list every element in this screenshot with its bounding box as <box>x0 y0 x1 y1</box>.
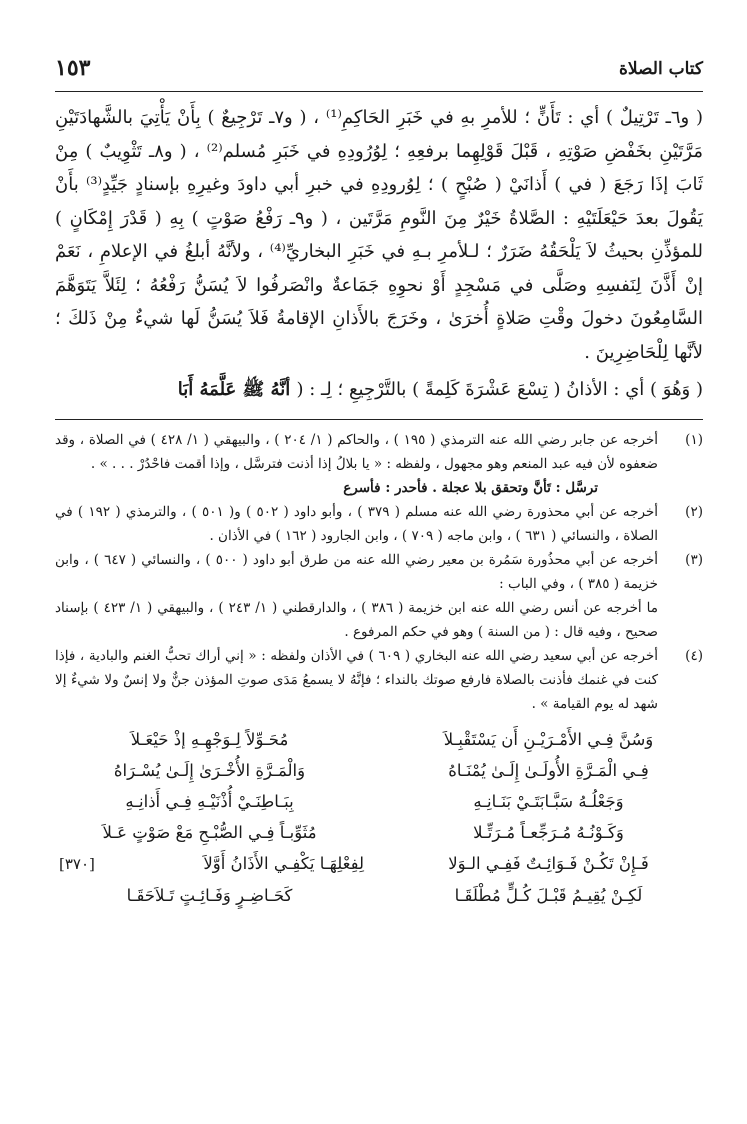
footnote-number: (٢) <box>685 503 703 520</box>
main-paragraph-continuation <box>55 373 703 407</box>
paragraph-bold-text: أنَّهُ ﷺ عَلَّمَهُ أَبَا <box>177 379 297 400</box>
poem <box>55 724 703 911</box>
verse-1-left: مُحَـوِّلاً لِـوَجْهِـهِ إذْ حَيْعَـلاَ <box>130 729 289 749</box>
verse-5-left: لِفِعْلِهَـا يَكْفِـي الأَذَانُ أَوَّلاَ <box>203 853 364 873</box>
verse-5-right: فَـإِنْ تَكُـنْ فَـوَائِـتٌ فَفِـي الـوَلا <box>448 853 649 873</box>
page-header <box>55 55 703 85</box>
footnote-number: (٤) <box>685 647 703 664</box>
footnote-extra-text: ما أخرجه عن أنس رضي الله عنه ابن خزيمة ( ٣٨٦ ) ، والدارقطني ( ١/ ٢٤٣ ) ، والبيهقي ( ١/ ٤٢٣ ) بإسناد صحيح ، وفيه قال : ( من السنة ) وهو في حكم المرفوع . <box>55 599 658 640</box>
paragraph-normal-text: ( وَهُوَ ) أي : الأذانُ ( تِسْعَ عَشْرَةَ كَلِمةً ) بالتَّرْجِيعِ ؛ لِـ : ( <box>296 379 703 400</box>
chapter-title: كتاب الصلاة <box>618 59 703 79</box>
footnotes <box>55 428 703 716</box>
verse-6-right: لَكِـنْ يُقِيـمُ قَبْـلَ كُـلٍّ مُطْلَقَـا <box>454 885 643 905</box>
footnote-divider <box>55 419 703 420</box>
page-number: ١٥٣ <box>55 55 91 81</box>
main-text <box>55 101 703 407</box>
footnote-4 <box>55 644 703 716</box>
main-paragraph: ( و٦ـ تَرْتِيلٌ ) أي : تَأَنٍّ ؛ للأمرِ بهِ في خَبَرِ الحَاكِمِ⁽¹⁾ ، ( و٧ـ تَرْجِيعٌ ) بِأَنْ يَأْتِيَ بالشَّهادَتَيْنِ مَرَّتَيْنِ بخَفْضِ صَوْتِهِ ، قَبْلَ قَوْلِهِما برفعِهِ ؛ لِوُرُودِهِ في خَبَرِ مُسلم⁽²⁾ ، ( و٨ـ تَثْوِيبٌ ) مِنْ ثَابَ إذَا رَجَعَ ( في ) أَذانَيْ ( صُبْحٍ ) ؛ لِوُرودِهِ في خبرِ أبي داودَ وغيرِهِ بإسنادٍ جَيِّدٍ⁽³⁾ بأَنْ يَقُولَ بعدَ حَيْعَلَتَيْهِ : الصَّلاةُ خَيْرٌ مِنَ النَّومِ مَرَّتَين ، ( و٩ـ رَفْعُ صَوْتٍ ) بِهِ ( قَدْرَ إِمْكَانٍ ) للمؤذِّنِ بحيثُ لاَ يَلْحَقُهُ ضَرَرٌ ؛ لـلأمرِ بـهِ في خَبَرِ البخاريِّ⁽⁴⁾ ، ولأنَّهُ أبلغُ في الإعلامِ ، نَعَمْ إنْ أَذَّنَ لِنَفسِهِ وصَلَّى في مَسْجِدٍ أَوْ نحوِهِ جَمَاعةٌ وانْصَرفُوا لاَ يُسَنُّ رَفْعُهُ ؛ لِئَلاَّ يَتَوَهَّمَ السَّامِعُونَ دخولَ وقْتِ صَلاةٍ أُخرَىٰ ، وخَرَجَ بالأَذانِ الإقامةُ فَلاَ يُسَنُّ لَها شيءٌ مِنْ ذَلكَ ؛ لأنَّها لِلْحَاضِرِينَ . <box>55 107 704 363</box>
verse-1-right: وَسُنَّ فِـي الأَمْـرَيْـنِ أَن يَسْتَقْبِـلاَ <box>443 729 654 749</box>
footnote-text: أخرجه عن أبي سعيد رضي الله عنه البخاري ( ٦٠٩ ) في الأذان ولفظه : « إني أراك تحبُّ الغنم والبادية ، فإذا كنت في غنمك فأذنت بالصلاة فارفع صوتك بالنداء ؛ فإنَّهُ لا يسمعُ مَدَى صوتِ المؤذن جنٌّ ولا إنسٌ ولا شيءٌ إلا شهد له يوم القيامة » . <box>55 647 658 712</box>
footnote-3 <box>55 548 703 644</box>
book-page <box>55 55 703 911</box>
verse-3-left: بِبَـاطِنَـيْ أُذْنَيْـهِ فِـي أَذانِـهِ <box>125 791 294 811</box>
verse-2-left: وَالْمَـرَّةِ الأُخْـرَىٰ إِلَـىٰ يُسْـرَاهُ <box>113 760 306 780</box>
footnote-2 <box>55 500 703 548</box>
header-divider <box>55 91 703 92</box>
footnote-text: أخرجه عن أبي محذورة رضي الله عنه مسلم ( ٣٧٩ ) ، وأبو داود ( ٥٠٢ ) و( ٥٠١ ) ، والترمذي ( ١٩٢ ) في الصلاة ، والنسائي ( ٦٣١ ) ، وابن ماجه ( ٧٠٩ ) ، وابن الجارود ( ١٦٢ ) في الأذان . <box>55 503 659 544</box>
footnote-number: (١) <box>685 431 703 448</box>
verse-4-right: وَكَـوْنُـهُ مُـرَجِّعـاً مُـرَتِّـلا <box>473 822 624 842</box>
footnote-1 <box>55 428 703 500</box>
verse-number-marker: [٣٧٠] <box>59 854 95 873</box>
footnote-text: أخرجه عن أبي محذُورة سَمُرة بن معير رضي الله عنه من طرق أبو داود ( ٥٠٠ ) ، والنسائي ( ٦٤٧ ) ، وابن خزيمة ( ٣٨٥ ) ، وفي الباب : <box>55 551 658 592</box>
footnote-gloss: ترسَّل : تَأنَّ وتحقق بلا عجلة . فأحدر : فأسرع <box>343 479 598 496</box>
verse-6-left: كَحَـاضِـرٍ وَفَـائِـتٍ تَـلاَحَقَـا <box>126 885 293 905</box>
verse-5-left-wrapper <box>55 848 364 880</box>
footnote-text: أخرجه عن جابر رضي الله عنه الترمذي ( ١٩٥ ) ، والحاكم ( ١/ ٢٠٤ ) ، والبيهقي ( ١/ ٤٢٨ ) في الصلاة ، وقد ضعفوه لأن فيه عبد المنعم وهو مجهول ، ولفظه : « يا بلالُ إذا أذنت فترسَّل ، وإذا أقمت فاحْدُرْ . . . » . <box>55 431 658 472</box>
verse-4-left: مُثَوِّبـاً فِـي الصُّبْـحِ مَعْ صَوْتٍ عَـلاَ <box>102 822 317 842</box>
verse-2-right: فِـي الْمَـرَّةِ الأُولَـىٰ إِلَـىٰ يُمْنَـاهُ <box>448 760 649 780</box>
verse-3-right: وَجَعْلُـهُ سَبَّـابَتَـيْ بَنَـانِـهِ <box>473 791 624 811</box>
footnote-number: (٣) <box>685 551 703 568</box>
